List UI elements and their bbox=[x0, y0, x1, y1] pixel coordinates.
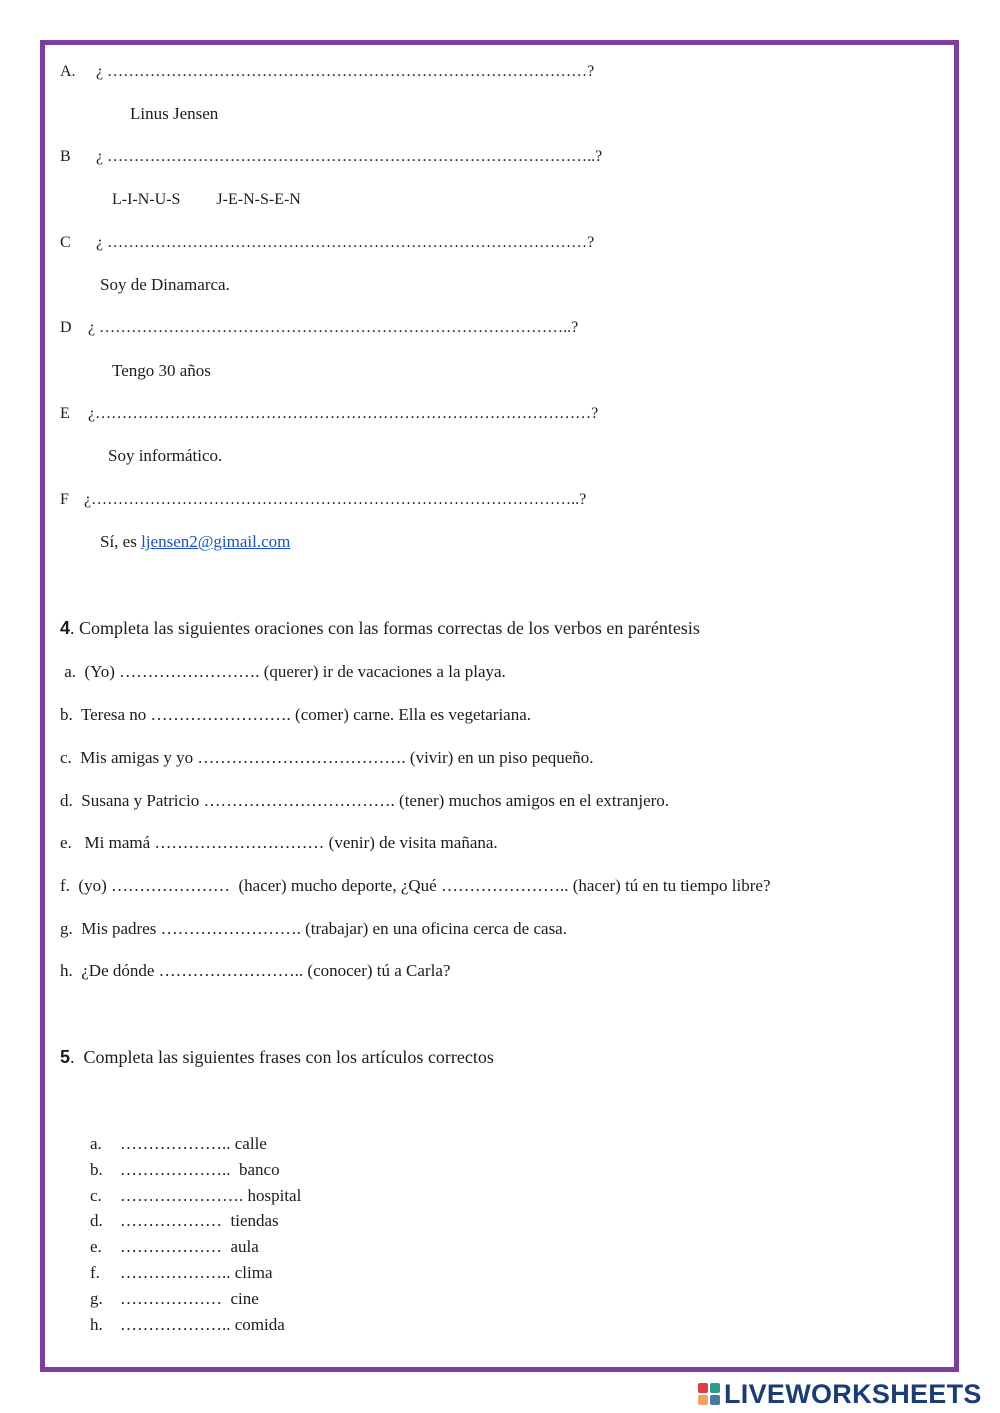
article-item-c-letter: c. bbox=[90, 1186, 102, 1205]
question-e-blank[interactable]: ¿…………………………………………………………………………………? bbox=[88, 405, 599, 422]
section-5-number: 5 bbox=[60, 1047, 71, 1067]
question-b-letter: B bbox=[60, 148, 71, 165]
liveworksheets-logo bbox=[698, 1378, 982, 1410]
verb-item-h[interactable]: h. ¿De dónde …………………….. (conocer) tú a Carla? bbox=[60, 961, 451, 980]
section-4-heading bbox=[60, 618, 700, 638]
answer-a: Linus Jensen bbox=[130, 104, 219, 123]
answer-c: Soy de Dinamarca. bbox=[100, 275, 230, 294]
article-item-c[interactable]: …………………. hospital bbox=[120, 1186, 302, 1205]
section-5-title: . Completa las siguientes frases con los artículos correctos bbox=[70, 1047, 494, 1067]
answer-b: L-I-N-U-S J-E-N-S-E-N bbox=[112, 191, 301, 208]
section-4-number: 4 bbox=[60, 618, 71, 638]
logo-square-1 bbox=[698, 1383, 708, 1393]
logo-square-3 bbox=[698, 1395, 708, 1405]
answer-d: Tengo 30 años bbox=[112, 361, 211, 380]
article-item-g[interactable]: ……………… cine bbox=[120, 1289, 259, 1308]
article-item-e[interactable]: ……………… aula bbox=[120, 1237, 259, 1256]
question-e-letter: E bbox=[60, 405, 70, 422]
article-item-g-letter: g. bbox=[90, 1289, 103, 1308]
section-5-heading bbox=[60, 1047, 494, 1067]
question-f-blank[interactable]: ¿………………………………………………………………………………..? bbox=[84, 491, 587, 508]
verb-item-a[interactable]: a. (Yo) ……………………. (querer) ir de vacaciones a la playa. bbox=[60, 662, 506, 681]
section-4-title: . Completa las siguientes oraciones con las formas correctas de los verbos en paréntesis bbox=[70, 618, 700, 638]
verb-item-f[interactable]: f. (yo) ………………… (hacer) mucho deporte, ¿Qué ………………….. (hacer) tú en tu tiempo libre? bbox=[60, 876, 771, 895]
logo-square-2 bbox=[710, 1383, 720, 1393]
article-item-a-letter: a. bbox=[90, 1134, 102, 1153]
liveworksheets-icon bbox=[698, 1383, 720, 1405]
article-item-b[interactable]: ……………….. banco bbox=[120, 1160, 280, 1179]
verb-item-d[interactable]: d. Susana y Patricio ……………………………. (tener) muchos amigos en el extranjero. bbox=[60, 791, 670, 810]
liveworksheets-wordmark: LIVEWORKSHEETS bbox=[724, 1378, 982, 1409]
article-item-f[interactable]: ……………….. clima bbox=[120, 1263, 273, 1282]
article-item-h-letter: h. bbox=[90, 1315, 103, 1334]
verb-item-b[interactable]: b. Teresa no ……………………. (comer) carne. Ella es vegetariana. bbox=[60, 705, 532, 724]
logo-square-4 bbox=[710, 1395, 720, 1405]
question-a-letter: A. bbox=[60, 63, 76, 80]
question-d-blank[interactable]: ¿ ……………………………………………………………………………..? bbox=[88, 319, 579, 336]
answer-f bbox=[100, 532, 290, 552]
answer-f-prefix: Sí, es bbox=[100, 532, 142, 551]
article-item-d-letter: d. bbox=[90, 1211, 103, 1230]
question-d-letter: D bbox=[60, 319, 72, 336]
article-item-e-letter: e. bbox=[90, 1237, 102, 1256]
question-c-blank[interactable]: ¿ ………………………………………………………………………………? bbox=[96, 234, 595, 251]
verb-item-e[interactable]: e. Mi mamá ………………………… (venir) de visita mañana. bbox=[60, 833, 498, 852]
article-item-f-letter: f. bbox=[90, 1263, 100, 1282]
question-a-blank[interactable]: ¿ ………………………………………………………………………………? bbox=[96, 63, 595, 80]
question-c-letter: C bbox=[60, 234, 71, 251]
answer-e: Soy informático. bbox=[108, 446, 223, 465]
verb-item-c[interactable]: c. Mis amigas y yo ………………………………. (vivir) en un piso pequeño. bbox=[60, 748, 594, 767]
article-item-h[interactable]: ……………….. comida bbox=[120, 1315, 285, 1334]
article-item-b-letter: b. bbox=[90, 1160, 103, 1179]
verb-item-g[interactable]: g. Mis padres ……………………. (trabajar) en una oficina cerca de casa. bbox=[60, 919, 567, 938]
article-item-d[interactable]: ……………… tiendas bbox=[120, 1211, 279, 1230]
email-link[interactable]: ljensen2@gimail.com bbox=[141, 532, 291, 551]
question-b-blank[interactable]: ¿ ………………………………………………………………………………..? bbox=[96, 148, 603, 165]
article-item-a[interactable]: ……………….. calle bbox=[120, 1134, 267, 1153]
question-f-letter: F bbox=[60, 491, 69, 508]
